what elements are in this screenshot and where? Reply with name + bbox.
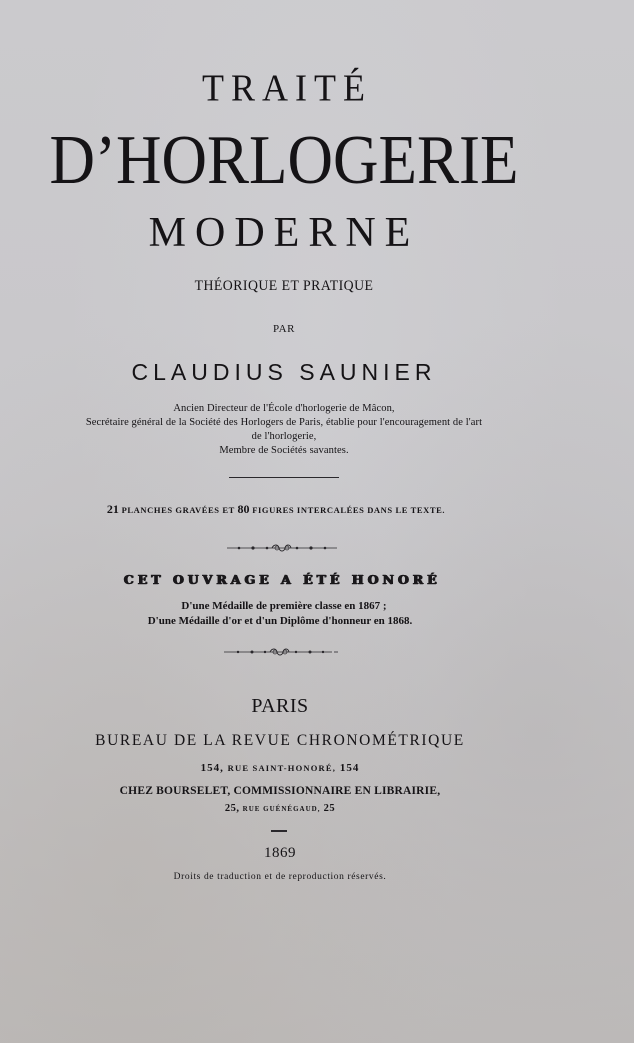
figures-text: FIGURES INTERCALÉES DANS LE TEXTE. [252,505,446,515]
title-line-traite: TRAITÉ [202,67,372,109]
ornament-divider-icon [227,543,337,553]
rights-notice: Droits de traduction et de reproduction réservés. [173,872,387,882]
imprint-publisher: BUREAU DE LA REVUE CHRONOMÉTRIQUE [95,732,465,749]
title-line-horlogerie: D’HORLOGERIE [49,122,519,199]
short-dash-rule [271,830,287,832]
publisher-address [0,760,560,776]
author-credential-2: Secrétaire général de la Société des Horlogers de Paris, établie pour l'encouragement de l'art [85,417,483,428]
publication-year: 1869 [264,845,296,861]
author-credential-1: Ancien Directeur de l'École d'horlogerie de Mâcon, [173,403,395,414]
publisher-address-number: 154 [339,762,360,774]
distributor-address-number: 25, [224,803,240,814]
imprint-distributor: CHEZ BOURSELET, COMMISSIONNAIRE EN LIBRAIRIE, [119,785,441,797]
honors-heading: CET OUVRAGE A ÉTÉ HONORÉ [123,572,441,587]
distributor-address-street: RUE GUÉNÉGAUD, [242,805,321,813]
author-credential-4: Membre de Sociétés savantes. [219,445,349,456]
author-credential-3: de l'horlogerie, [251,431,317,442]
publisher-address-number: 154, [200,762,224,774]
subtitle: THÉORIQUE ET PRATIQUE [194,278,374,294]
honor-item-2: D'une Médaille d'or et d'un Diplôme d'honneur en 1868. [147,615,413,627]
plates-count: 21 [106,502,119,516]
publisher-address-street: RUE SAINT-HONORÉ, [227,763,337,773]
byline-par: PAR [273,323,295,335]
illustrations-note [0,502,552,517]
distributor-address [0,802,560,816]
ornament-divider-icon [224,647,338,657]
divider-rule [229,477,339,478]
author-name: CLAUDIUS SAUNIER [131,359,437,385]
plates-text: PLANCHES GRAVÉES ET [121,505,235,515]
honor-item-1: D'une Médaille de première classe en 1867 ; [181,600,387,612]
figures-count: 80 [237,502,250,516]
imprint-city: PARIS [251,695,309,717]
distributor-address-number: 25 [323,803,336,814]
title-line-moderne: MODERNE [148,210,420,256]
